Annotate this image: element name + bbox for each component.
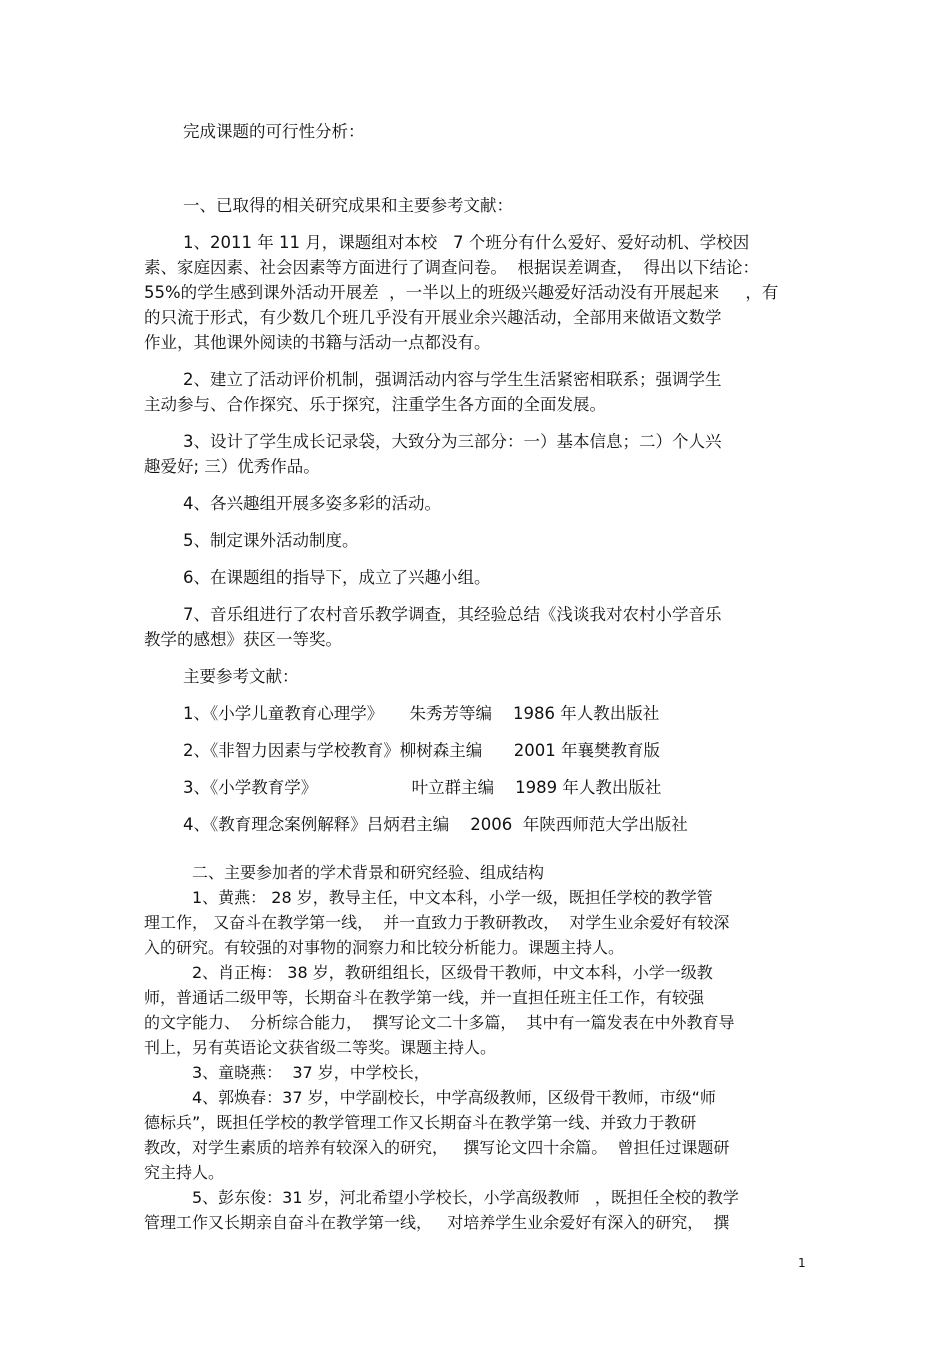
member4-line1: 4、郭焕春：37 岁，中学副校长，中学高级教师，区级骨干教师，市级“师 (192, 1088, 716, 1107)
member5-line1: 5、彭东俊：31 岁，河北希望小学校长，小学高级教师 ，既担任全校的教学 (192, 1188, 739, 1207)
item1-line1: 1、2011 年 11 月，课题组对本校 7 个班分有什么爱好、爱好动机、学校因 (183, 233, 750, 252)
member2-line4: 刊上，另有英语论文获省级二等奖。课题主持人。 (144, 1038, 497, 1057)
member4-line3: 教改，对学生素质的培养有较深入的研究， 撰写论文四十余篇。 曾担任过课题研 (144, 1138, 730, 1157)
member1-line3: 入的研究。有较强的对事物的洞察力和比较分析能力。课题主持人。 (144, 938, 625, 957)
page-number: 1 (798, 1256, 806, 1270)
member1-line1: 1、黄燕： 28 岁，教导主任，中文本科，小学一级，既担任学校的教学管 (192, 888, 713, 907)
item2-line1: 2、建立了活动评价机制，强调活动内容与学生生活紧密相联系；强调学生 (183, 370, 722, 389)
member2-line3: 的文字能力、 分析综合能力， 撰写论文二十多篇， 其中有一篇发表在中外教育导 (144, 1013, 735, 1032)
item7-line1: 7、音乐组进行了农村音乐教学调查，其经验总结《浅谈我对农村小学音乐 (183, 605, 722, 624)
item1-line2: 素、家庭因素、社会因素等方面进行了调查问卷。 根据误差调查， 得出以下结论： (144, 258, 759, 277)
member5-line2: 管理工作又长期亲自奋斗在教学第一线， 对培养学生业余爱好有深入的研究， 撰 (144, 1213, 730, 1232)
item1-line3: 55%的学生感到课外活动开展差 ，一半以上的班级兴趣爱好活动没有开展起来 ，有 (144, 283, 779, 302)
item2-line2: 主动参与、合作探究、乐于探究，注重学生各方面的全面发展。 (144, 395, 606, 414)
document-heading: 完成课题的可行性分析： (183, 122, 365, 141)
member4-line4: 究主持人。 (144, 1163, 225, 1182)
reference-item: 4、《教育理念案例解释》吕炳君主编 2006 年陕西师范大学出版社 (183, 815, 688, 834)
item3-line2: 趣爱好; 三）优秀作品。 (144, 457, 320, 476)
member4-line2: 德标兵”，既担任学校的教学管理工作又长期奋斗在教学第一线、并致力于教研 (144, 1113, 697, 1132)
member3: 3、童晓燕： 37 岁，中学校长， (192, 1063, 430, 1082)
reference-item: 2、《非智力因素与学校教育》柳树森主编 2001 年襄樊教育版 (183, 741, 660, 760)
item1-line5: 作业，其他课外阅读的书籍与活动一点都没有。 (144, 333, 491, 352)
item1-line4: 的只流于形式，有少数几个班几乎没有开展业余兴趣活动，全部用来做语文数学 (144, 308, 722, 327)
references-title: 主要参考文献： (183, 667, 299, 686)
item3-line1: 3、设计了学生成长记录袋，大致分为三部分：一）基本信息；二）个人兴 (183, 432, 722, 451)
reference-item: 3、《小学教育学》 叶立群主编 1989 年人教出版社 (183, 778, 662, 797)
member1-line2: 理工作， 又奋斗在教学第一线， 并一直致力于教研教改， 对学生业余爱好有较深 (144, 913, 730, 932)
member2-line2: 师，普通话二级甲等，长期奋斗在教学第一线，并一直担任班主任工作，有较强 (144, 988, 705, 1007)
item7-line2: 教学的感想》获区一等奖。 (144, 630, 342, 649)
item6: 6、在课题组的指导下，成立了兴趣小组。 (183, 568, 491, 587)
section2-title: 二、主要参加者的学术背景和研究经验、组成结构 (192, 863, 545, 882)
item4: 4、各兴趣组开展多姿多彩的活动。 (183, 494, 441, 513)
section1-title: 一、已取得的相关研究成果和主要参考文献： (183, 196, 513, 215)
member2-line1: 2、肖正梅： 38 岁，教研组组长，区级骨干教师，中文本科，小学一级教 (192, 963, 713, 982)
item5: 5、制定课外活动制度。 (183, 531, 359, 550)
reference-item: 1、《小学儿童教育心理学》 朱秀芳等编 1986 年人教出版社 (183, 704, 660, 723)
